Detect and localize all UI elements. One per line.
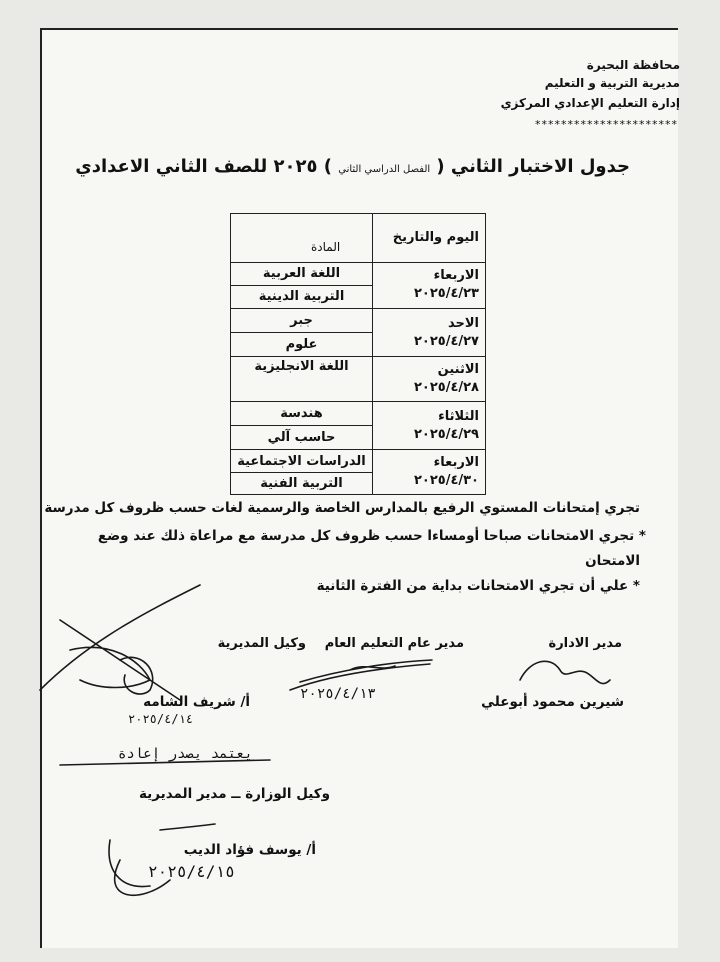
subject-cell: اللغة الانجليزية — [231, 357, 373, 401]
ministry-date: ٢٠٢٥/٤/١٥ — [148, 862, 235, 881]
subject-cell: هندسة — [231, 401, 373, 425]
deputy-title: وكيل المديرية — [217, 636, 306, 651]
subject-header-cell — [231, 214, 373, 263]
day-header-cell — [373, 214, 486, 263]
approval-note: يعتمد يصدر إعادة — [118, 746, 253, 762]
ministry-title: وكيل الوزارة ــ مدير المديرية — [138, 786, 330, 802]
day-date: ٢٠٢٥/٤/٣٠ — [413, 473, 479, 489]
day-name: الاربعاء — [433, 455, 479, 471]
day-date: ٢٠٢٥/٤/٢٧ — [413, 333, 479, 349]
day-cell — [373, 262, 486, 308]
page-title — [75, 156, 630, 177]
day-date: ٢٠٢٥/٤/٢٩ — [413, 426, 479, 442]
department-label: إدارة التعليم الإعدادي المركزي — [500, 96, 680, 110]
general-ed-title: مدير عام التعليم العام — [324, 636, 464, 651]
title-term: الفصل الدراسي الثاني — [338, 164, 431, 175]
note-2-continued: الامتحان — [585, 553, 640, 569]
subject-cell: الدراسات الاجتماعية — [231, 450, 373, 472]
header-divider: ********************** — [535, 118, 678, 131]
exam-schedule-table — [230, 213, 486, 495]
day-date: ٢٠٢٥/٤/٢٣ — [413, 286, 479, 302]
subject-header: المادة — [311, 240, 341, 254]
subject-cell: حاسب آلي — [231, 426, 373, 450]
table-row — [231, 262, 486, 285]
table-row — [231, 401, 486, 425]
ministry-name: أ/ يوسف فؤاد الديب — [183, 842, 316, 858]
table-row — [231, 357, 486, 401]
note-1: تجري إمتحانات المستوي الرفيع بالمدارس الخاصة والرسمية لغات حسب ظروف كل مدرسة — [44, 500, 640, 516]
subject-cell: اللغة العربية — [231, 262, 373, 285]
day-cell — [373, 357, 486, 401]
day-cell — [373, 450, 486, 495]
day-name: الاربعاء — [433, 268, 479, 284]
deputy-date: ٢٠٢٥/٤/١٤ — [128, 712, 194, 726]
governorate-label: محافظة البحيرة — [586, 58, 680, 72]
title-part-1: جدول الاختبار الثاني ( — [436, 156, 630, 177]
day-name: الاثنين — [437, 362, 479, 378]
day-header: اليوم والتاريخ — [392, 229, 479, 245]
subject-cell: التربية الدينية — [231, 285, 373, 308]
subject-cell: علوم — [231, 333, 373, 357]
admin-manager-title: مدير الادارة — [548, 636, 622, 651]
general-ed-date: ٢٠٢٥/٤/١٣ — [300, 686, 376, 702]
day-name: الاحد — [447, 315, 479, 331]
admin-manager-name: شيرين محمود أبوعلي — [481, 694, 624, 710]
subject-cell: التربية الفنية — [231, 472, 373, 494]
directorate-label: مديرية التربية و التعليم — [544, 76, 680, 90]
day-date: ٢٠٢٥/٤/٢٨ — [413, 380, 479, 396]
table-header-row — [231, 214, 486, 263]
note-2: * تجري الامتحانات صباحا أومساءا حسب ظروف كل مدرسة مع مراعاة ذلك عند وضع — [97, 528, 646, 544]
table-row — [231, 450, 486, 472]
day-name: الثلاثاء — [438, 408, 479, 424]
deputy-name: أ/ شريف الشامه — [143, 694, 250, 710]
day-cell — [373, 401, 486, 450]
title-part-2: ) ٢٠٢٥ للصف الثاني الاعدادي — [75, 156, 332, 177]
subject-cell: جبر — [231, 308, 373, 332]
table-row — [231, 308, 486, 332]
day-cell — [373, 308, 486, 357]
note-3: * علي أن تجري الامتحانات بداية من الفترة الثانية — [316, 578, 640, 594]
